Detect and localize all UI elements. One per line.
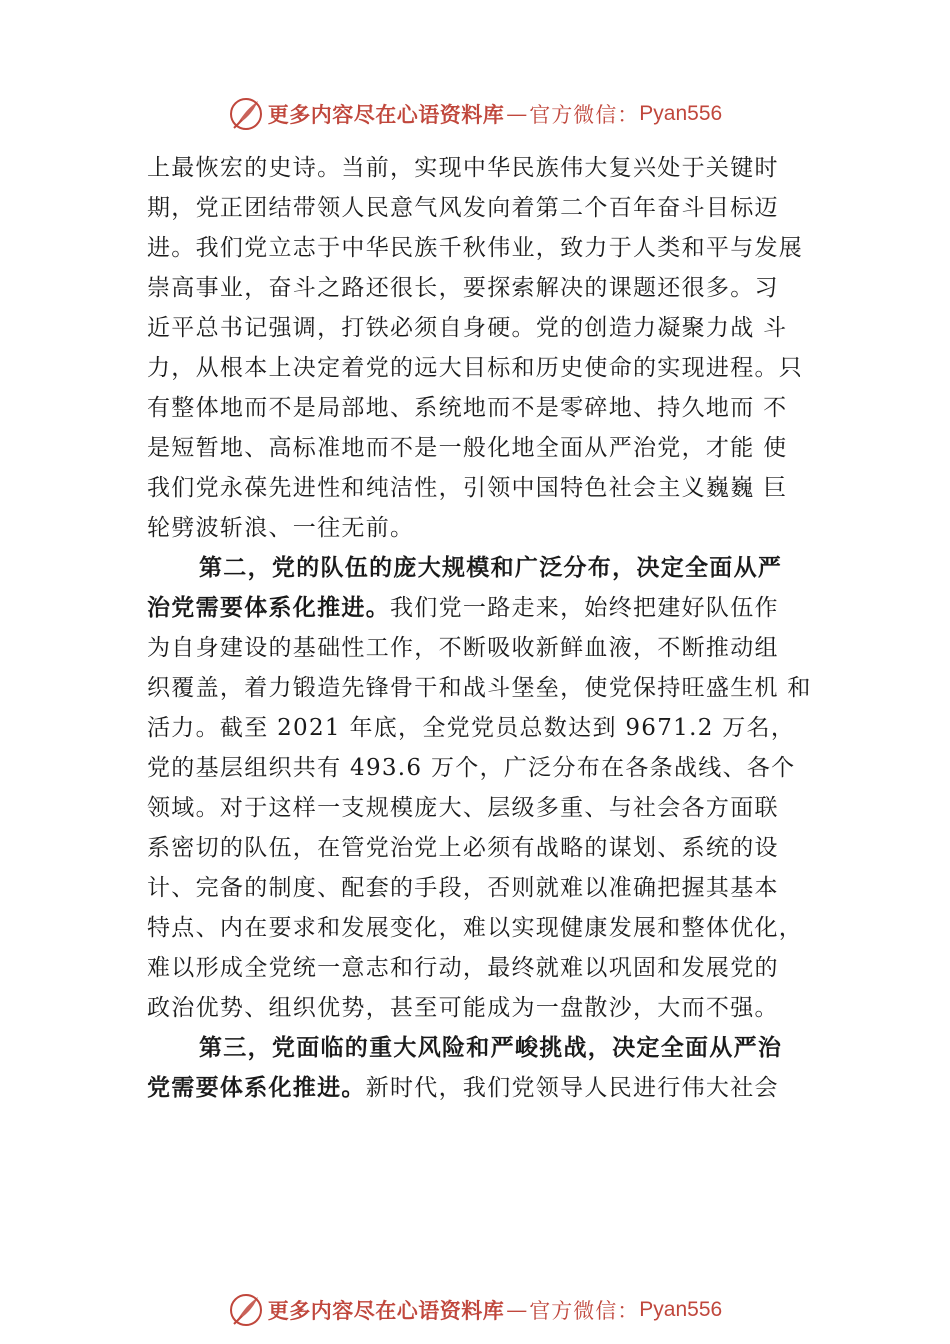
paragraph-2 xyxy=(147,548,827,1028)
section-heading-end: 党需要体系化推进。 xyxy=(147,1074,366,1101)
text-line: 上最恢宏的史诗。当前，实现中华民族伟大复兴处于关键时 xyxy=(147,155,779,181)
text-line xyxy=(147,588,827,628)
feather-pen-circle-icon xyxy=(228,1292,264,1328)
text-line: 特点、内在要求和发展变化，难以实现健康发展和整体优化， xyxy=(147,915,804,941)
text-line: 有整体地而不是局部地、系统地而不是零碎地、持久地而 不 xyxy=(147,395,788,421)
header-banner xyxy=(0,94,950,134)
text-segment: 我们党一路走来，始终把建好队伍作 xyxy=(390,595,779,621)
text-line: 领域。对于这样一支规模庞大、层级多重、与社会各方面联 xyxy=(147,795,779,821)
text-line: 难以形成全党统一意志和行动，最终就难以巩固和发展党的 xyxy=(147,955,779,981)
text-line: 轮劈波斩浪、一往无前。 xyxy=(147,515,415,541)
text-line: 近平总书记强调，打铁必须自身硬。党的创造力凝聚力战 斗 xyxy=(147,315,788,341)
text-line: 进。我们党立志于中华民族千秋伟业，致力于人类和平与发展 xyxy=(147,235,804,261)
section-heading: 第二，党的队伍的庞大规模和广泛分布，决定全面从严 xyxy=(199,554,783,581)
banner-brand: 更多内容尽在心语资料库 xyxy=(267,102,505,127)
text-segment: 新时代，我们党领导人民进行伟大社会 xyxy=(365,1075,779,1101)
text-line: 政治优势、组织优势，甚至可能成为一盘散沙，大而不强。 xyxy=(147,995,779,1021)
text-line: 织覆盖，着力锻造先锋骨干和战斗堡垒，使党保持旺盛生机 和 xyxy=(147,675,812,701)
paragraph-3 xyxy=(147,1028,827,1108)
text-line: 我们党永葆先进性和纯洁性，引领中国特色社会主义巍巍 巨 xyxy=(147,475,788,501)
banner-wechat-id: Pyan556 xyxy=(639,1298,723,1321)
banner-dash: — xyxy=(506,1298,528,1322)
paragraph-1 xyxy=(147,148,827,548)
text-line: 党的基层组织共有 493.6 万个，广泛分布在各条战线、各个 xyxy=(147,755,796,781)
text-line: 期，党正团结带领人民意气风发向着第二个百年奋斗目标迈 xyxy=(147,195,779,221)
section-heading-end: 治党需要体系化推进。 xyxy=(147,594,390,621)
banner-wechat-label: 官方微信： xyxy=(529,103,640,127)
text-line: 活力。截至 2021 年底，全党党员总数达到 9671.2 万名， xyxy=(147,715,796,741)
banner-wechat-label: 官方微信： xyxy=(529,1299,640,1323)
banner-brand: 更多内容尽在心语资料库 xyxy=(267,1298,505,1323)
text-line: 是短暂地、高标准地而不是一般化地全面从严治党，才能 使 xyxy=(147,435,788,461)
text-line: 力，从根本上决定着党的远大目标和历史使命的实现进程。只 xyxy=(147,355,804,381)
text-line: 为自身建设的基础性工作，不断吸收新鲜血液，不断推动组 xyxy=(147,635,779,661)
footer-banner xyxy=(0,1290,950,1330)
section-heading: 第三，党面临的重大风险和严峻挑战，决定全面从严治 xyxy=(199,1034,783,1061)
text-line xyxy=(147,1068,827,1108)
banner-dash: — xyxy=(506,102,528,126)
document-body xyxy=(147,148,827,1108)
feather-pen-circle-icon xyxy=(228,96,264,132)
text-line: 崇高事业，奋斗之路还很长，要探索解决的课题还很多。习 xyxy=(147,275,779,301)
text-line: 计、完备的制度、配套的手段，否则就难以准确把握其基本 xyxy=(147,875,779,901)
banner-wechat-id: Pyan556 xyxy=(639,102,723,125)
text-line: 系密切的队伍，在管党治党上必须有战略的谋划、系统的设 xyxy=(147,835,779,861)
